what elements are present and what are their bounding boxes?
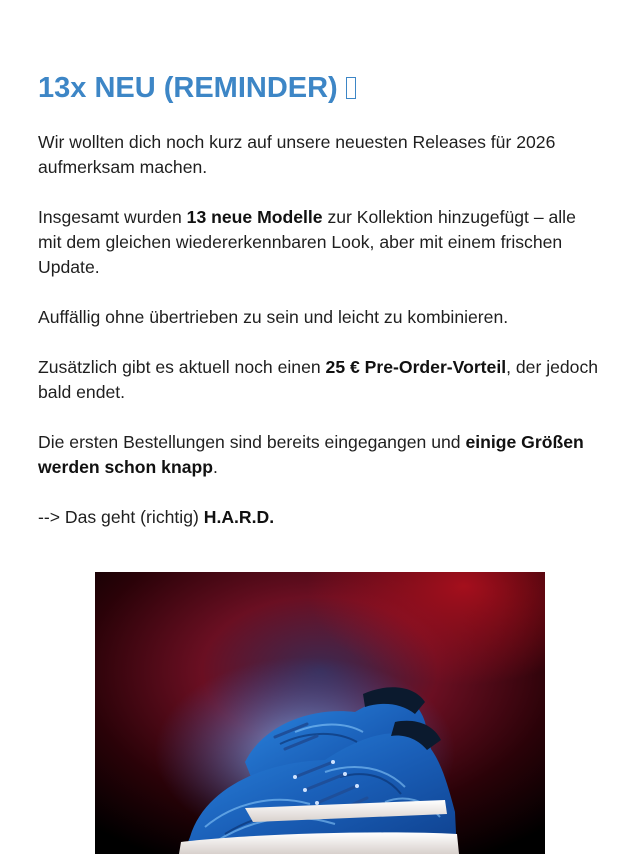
sneaker-image [95, 572, 545, 854]
intro-paragraph: Wir wollten dich noch kurz auf unsere neuesten Releases für 2026 aufmerksam machen. [38, 132, 556, 177]
email-headline [38, 70, 356, 106]
preorder-paragraph [38, 355, 602, 405]
hard-text-pre: --> Das geht (richtig) [38, 507, 204, 527]
sizes-text-post: . [213, 457, 218, 477]
models-paragraph [38, 205, 602, 280]
hero-image[interactable] [95, 572, 545, 854]
headline-text: 13x NEU (REMINDER) [38, 72, 338, 104]
style-paragraph: Auffällig ohne übertrieben zu sein und leicht zu kombinieren. [38, 307, 509, 327]
sizes-scarce: einige Größen werden schon knapp [38, 432, 584, 477]
hard-paragraph [38, 505, 602, 530]
preorder-bonus: 25 € Pre-Order-Vorteil [325, 357, 507, 377]
models-text-post: zur Kollektion hinzugefügt – alle mit dem gleichen wiedererkennbaren Look, aber mit einem frischen Update. [38, 207, 576, 277]
preorder-text-post: , der jedoch bald endet. [38, 357, 599, 402]
preorder-text-pre: Zusätzlich gibt es aktuell noch einen [38, 357, 326, 377]
sizes-paragraph [38, 430, 602, 480]
models-count: 13 neue Modelle [186, 207, 323, 227]
sizes-text-pre: Die ersten Bestellungen sind bereits eingegangen und [38, 432, 466, 452]
missing-glyph-icon [346, 77, 356, 99]
hard-brand: H.A.R.D. [203, 507, 275, 527]
models-text-pre: Insgesamt wurden [38, 207, 187, 227]
